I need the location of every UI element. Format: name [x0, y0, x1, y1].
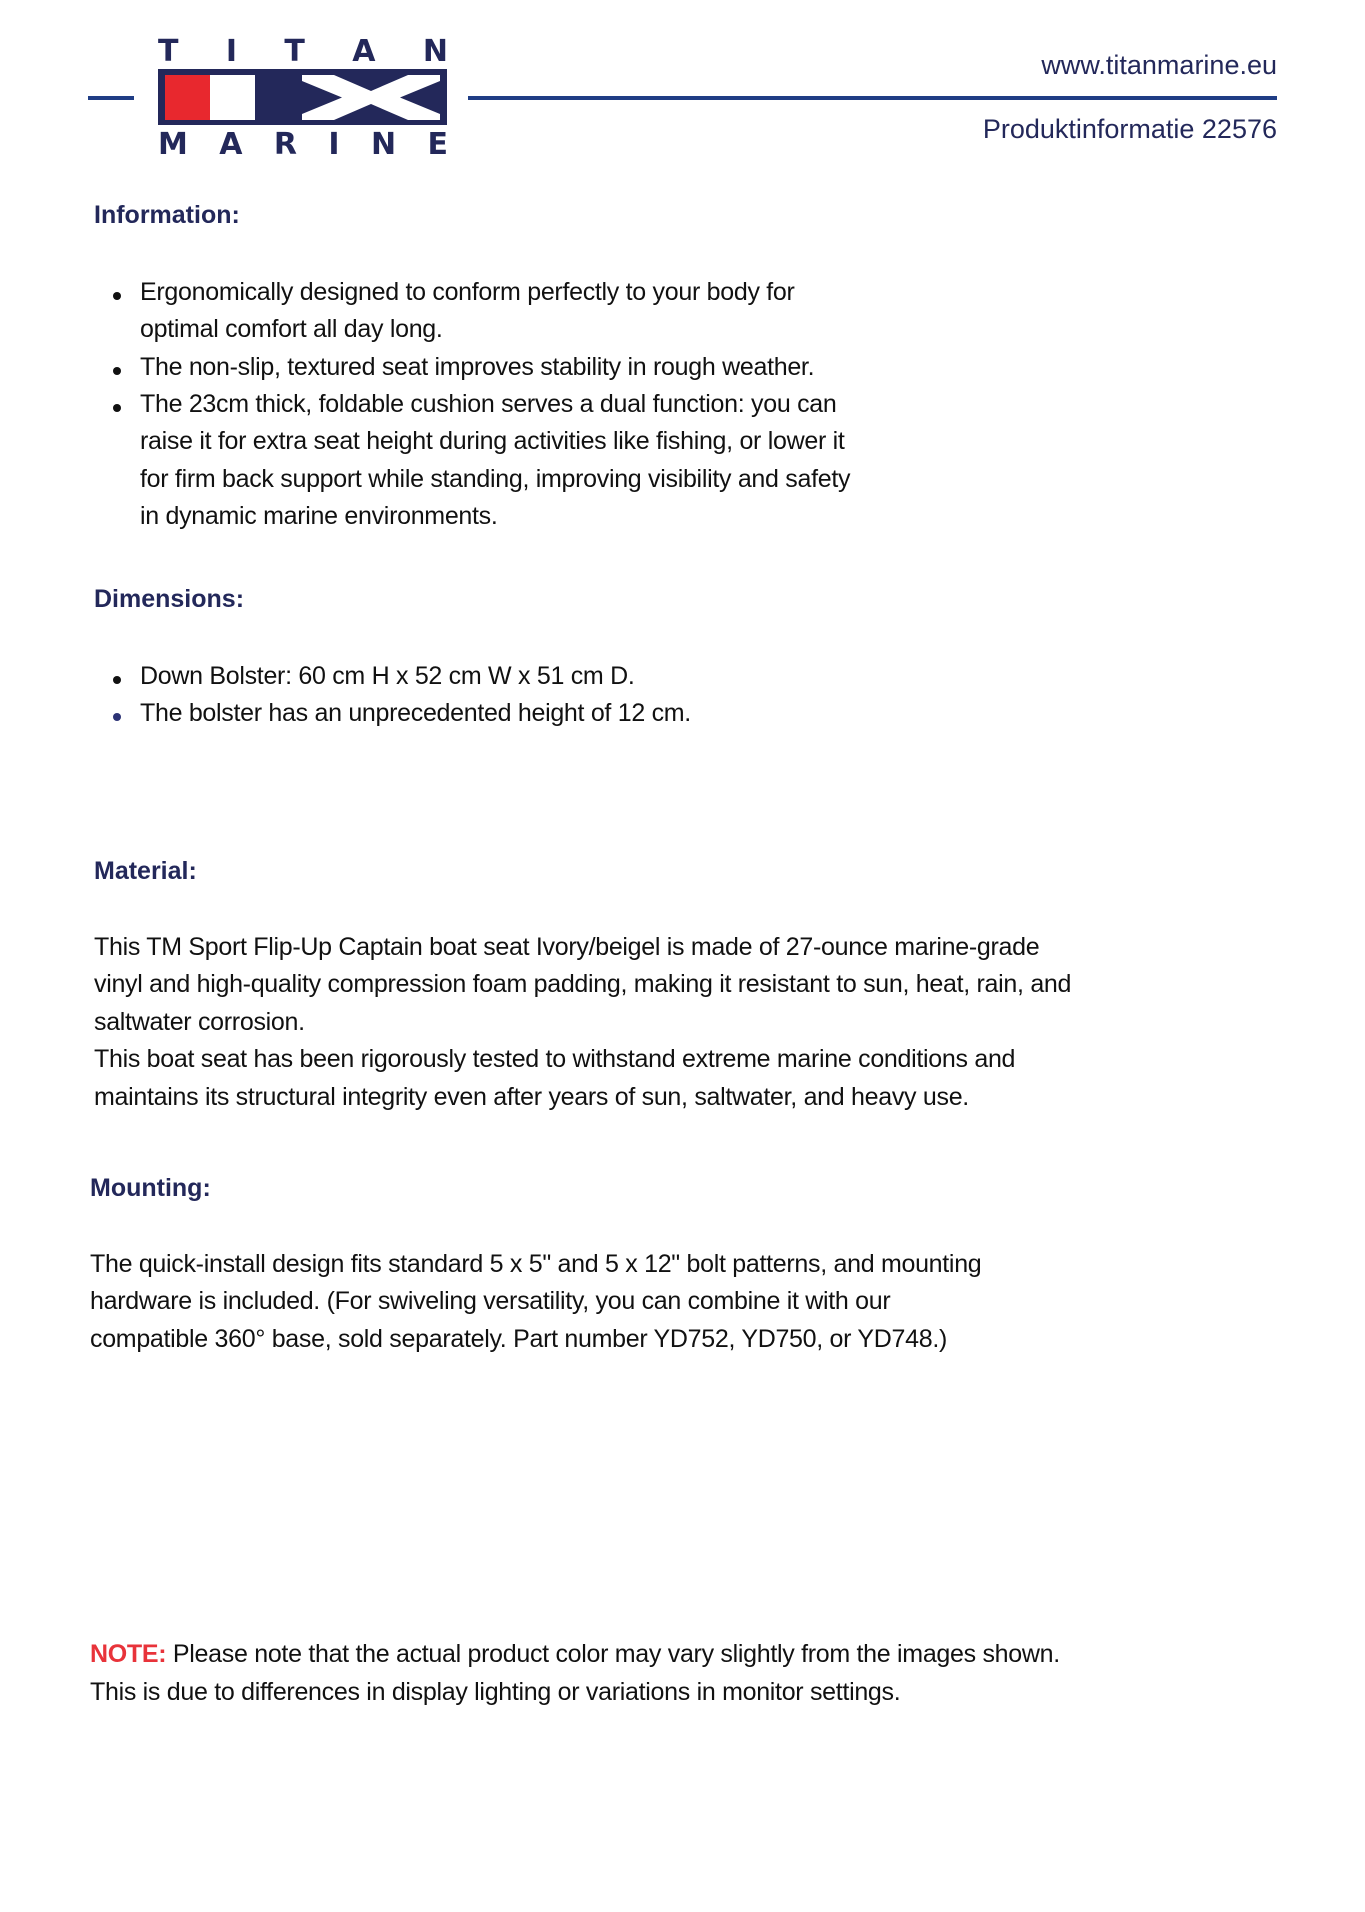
- material-heading: Material:: [94, 857, 197, 885]
- bullet-icon: [113, 292, 121, 300]
- logo-word-titan: T I T A N: [158, 34, 448, 69]
- dimensions-heading: Dimensions:: [94, 585, 245, 613]
- bullet-icon: [113, 676, 121, 684]
- information-heading: Information:: [94, 201, 240, 229]
- header-rule-right: [468, 96, 1277, 100]
- logo-word-marine: M A R I N E: [158, 127, 448, 162]
- saltire-x-icon: [302, 75, 440, 120]
- document-title: Produktinformatie 22576: [982, 114, 1277, 144]
- logo-flag-box: [158, 69, 447, 125]
- mounting-heading: Mounting:: [90, 1174, 211, 1202]
- flag-white-block: [210, 75, 255, 120]
- header-rule-left: [88, 96, 134, 100]
- bullet-icon: [113, 404, 121, 412]
- bullet-icon: [113, 713, 121, 721]
- note-label: NOTE:: [90, 1640, 167, 1668]
- flag-red-block: [165, 75, 210, 120]
- bullet-icon: [113, 367, 121, 375]
- website-url[interactable]: www.titanmarine.eu: [1041, 50, 1277, 80]
